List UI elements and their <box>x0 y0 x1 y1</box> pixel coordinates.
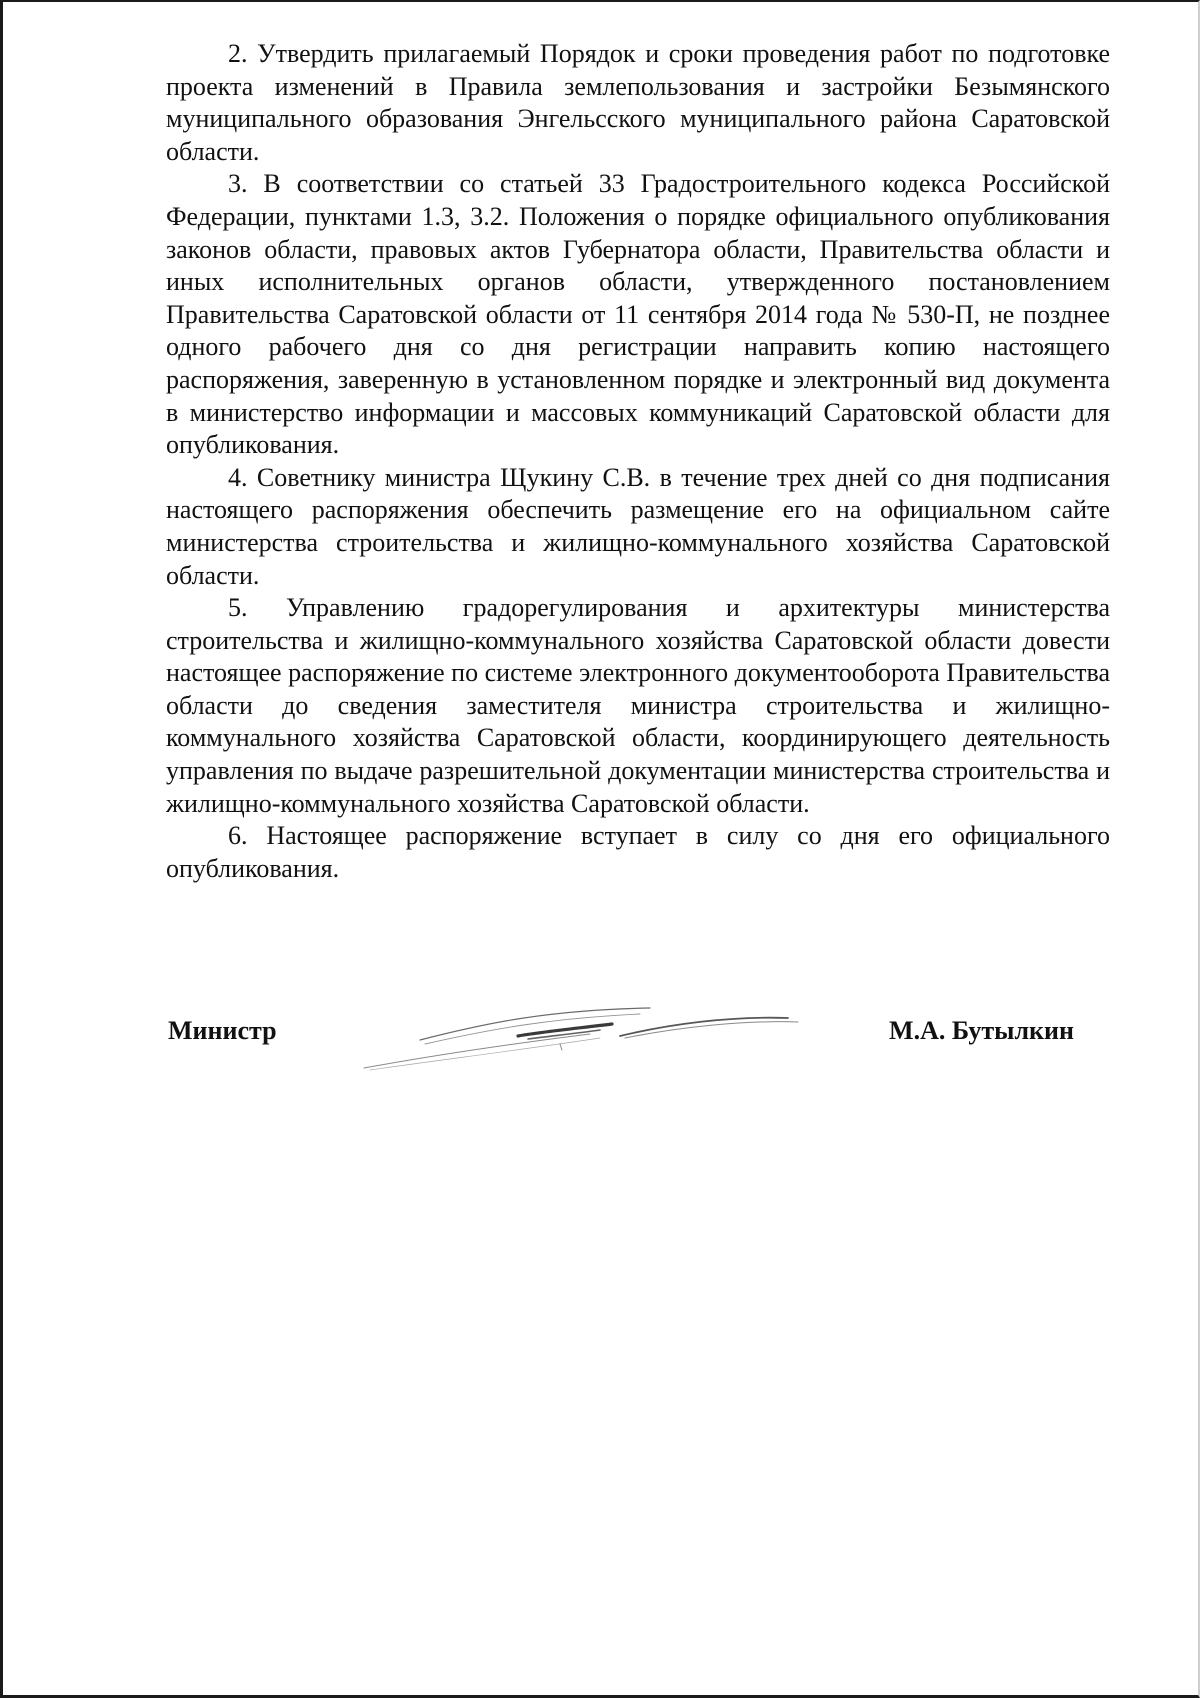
paragraph-6: 6. Настоящее распоряжение вступает в силу со дня его официального опубликования. <box>166 821 1110 883</box>
paragraph-2: 2. Утвердить прилагаемый Порядок и сроки проведения работ по подготовке проекта изменений в Правила землепользования и застройки Безымянского муниципального образования Энгельсского муниципального района Саратовской области. <box>166 39 1110 166</box>
paragraph-4: 4. Советнику министра Щукину С.В. в течение трех дней со дня подписания настоящего распоряжения обеспечить размещение его на официальном сайте министерства строительства и жилищно-коммунального хозяйства Саратовской области. <box>166 462 1110 590</box>
signatory-title: Министр <box>168 1016 277 1045</box>
paragraph-5: 5. Управлению градорегулирования и архитектуры министерства строительства и жилищно-коммунального хозяйства Саратовской области довести настоящее распоряжение по системе электронного документооборота Правительства области до сведения заместителя министра строительства и жилищно-коммунального хозяйства Саратовской области, координирующего деятельность управления по выдаче разрешительной документации министерства строительства и жилищно-коммунального хозяйства Саратовской области. <box>166 593 1110 818</box>
handwritten-signature <box>350 998 860 1078</box>
document-body <box>166 38 1110 885</box>
signatory-name: М.А. Бутылкин <box>889 1016 1074 1045</box>
paragraph-3: 3. В соответствии со статьей 33 Градостроительного кодекса Российской Федерации, пунктами 1.3, 3.2. Положения о порядке официального опубликования законов области, правовых актов Губернатора области, Правительства области и иных исполнительных органов области, утвержденного постановлением Правительства Саратовской области от 11 сентября 2014 года № 530-П, не позднее одного рабочего дня со дня регистрации направить копию настоящего распоряжения, заверенную в установленном порядке и электронный вид документа в министерство информации и массовых коммуникаций Саратовской области для опубликования. <box>166 169 1110 460</box>
